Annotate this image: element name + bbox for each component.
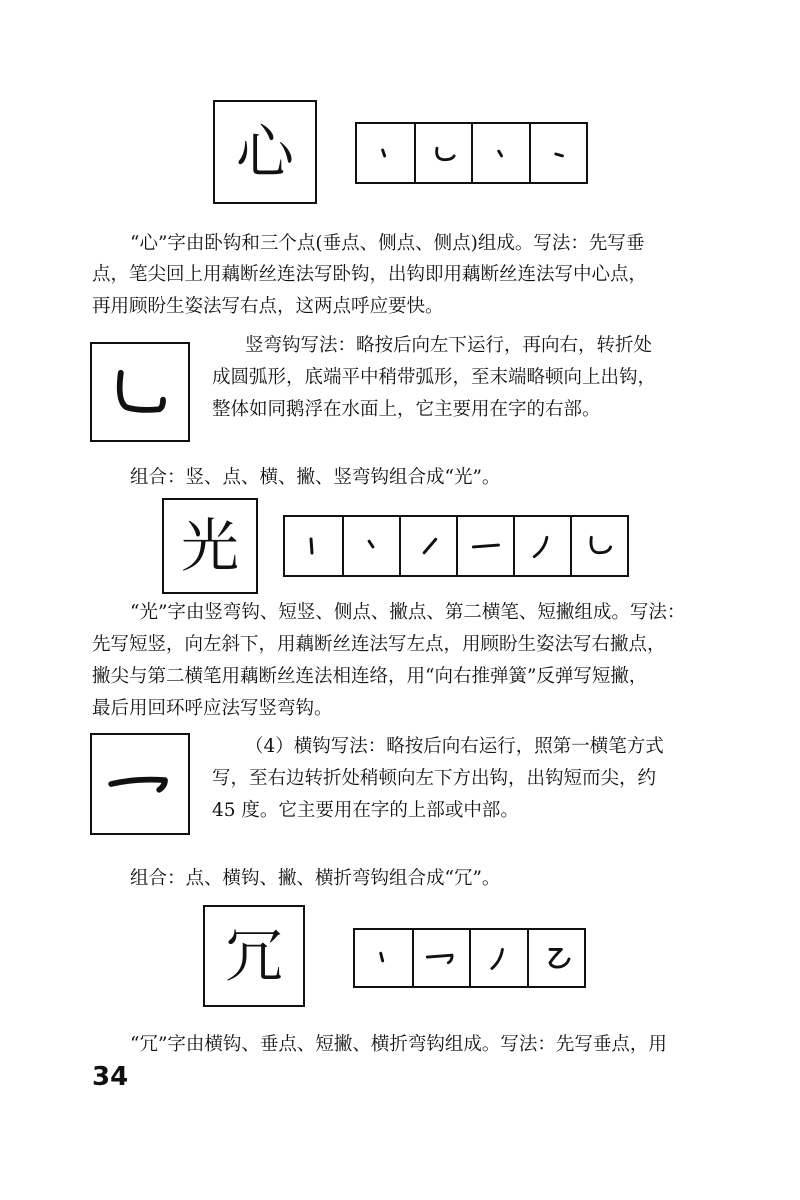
paragraph-shuwangou-3: 整体如同鹅浮在水面上，它主要用在字的右部。 <box>212 399 601 420</box>
paragraph-xin-2: 点，笔尖回上用藕断丝连法写卧钩，出钩即用藕断丝连法写中心点， <box>92 264 648 285</box>
paragraph-guang-1: “光”字由竖弯钩、短竖、侧点、撇点、第二横笔、短撇组成。写法： <box>130 602 686 623</box>
paragraph-rong-1: “冗”字由横钩、垂点、短撇、横折弯钩组成。写法：先写垂点，用 <box>130 1034 667 1055</box>
stroke-box-shuwangou <box>90 342 190 442</box>
paragraph-henggou-1: （4）横钩写法：略按后向右运行，照第一横笔方式 <box>245 736 664 757</box>
stroke-cell <box>456 517 513 575</box>
stroke-strip-guang <box>283 515 629 577</box>
paragraph-guang-4: 最后用回环呼应法写竖弯钩。 <box>92 698 333 719</box>
char-box-xin <box>213 100 317 204</box>
stroke-cell <box>469 930 526 986</box>
paragraph-henggou-3: 45 度。它主要用在字的上部或中部。 <box>212 800 519 821</box>
stroke-shuwangou-icon <box>92 342 188 442</box>
stroke-henggou-icon <box>92 734 188 834</box>
paragraph-xin-1: “心”字由卧钩和三个点(垂点、侧点、侧点)组成。写法：先写垂 <box>130 233 645 254</box>
char-box-guang <box>162 498 258 594</box>
combo-guang: 组合：竖、点、横、撇、竖弯钩组合成“光”。 <box>130 467 501 488</box>
paragraph-guang-2: 先写短竖，向左斜下，用藕断丝连法写左点，用顾盼生姿法写右撇点， <box>92 634 666 655</box>
stroke-cell <box>412 930 469 986</box>
page-number: 34 <box>92 1062 129 1092</box>
stroke-cell <box>414 124 471 182</box>
stroke-box-henggou <box>90 733 190 835</box>
paragraph-xin-3: 再用顾盼生姿法写右点，这两点呼应要快。 <box>92 296 444 317</box>
stroke-cell <box>342 517 399 575</box>
combo-rong: 组合：点、横钩、撇、横折弯钩组合成“冗”。 <box>130 868 501 889</box>
stroke-strip-rong <box>353 928 586 988</box>
paragraph-shuwangou-2: 成圆弧形，底端平中稍带弧形，至末端略顿向上出钩， <box>212 367 657 388</box>
stroke-cell <box>355 930 412 986</box>
stroke-cell <box>570 517 627 575</box>
paragraph-henggou-2: 写，至右边转折处稍顿向左下方出钩，出钩短而尖，约 <box>212 768 657 789</box>
stroke-strip-xin <box>355 122 588 184</box>
paragraph-shuwangou-1: 竖弯钩写法：略按后向左下运行，再向右，转折处 <box>245 335 653 356</box>
paragraph-guang-3: 撇尖与第二横笔用藕断丝连法相连络，用“向右推弹簧”反弹写短撇， <box>92 666 648 687</box>
stroke-cell <box>357 124 414 182</box>
char-box-rong <box>203 905 305 1007</box>
stroke-cell <box>399 517 456 575</box>
stroke-cell <box>513 517 570 575</box>
char-guang: 光 <box>180 512 239 580</box>
char-xin: 心 <box>235 118 294 186</box>
stroke-cell <box>471 124 528 182</box>
stroke-cell <box>285 517 342 575</box>
stroke-cell <box>529 124 586 182</box>
char-rong: 冗 <box>224 922 283 990</box>
stroke-cell <box>527 930 584 986</box>
